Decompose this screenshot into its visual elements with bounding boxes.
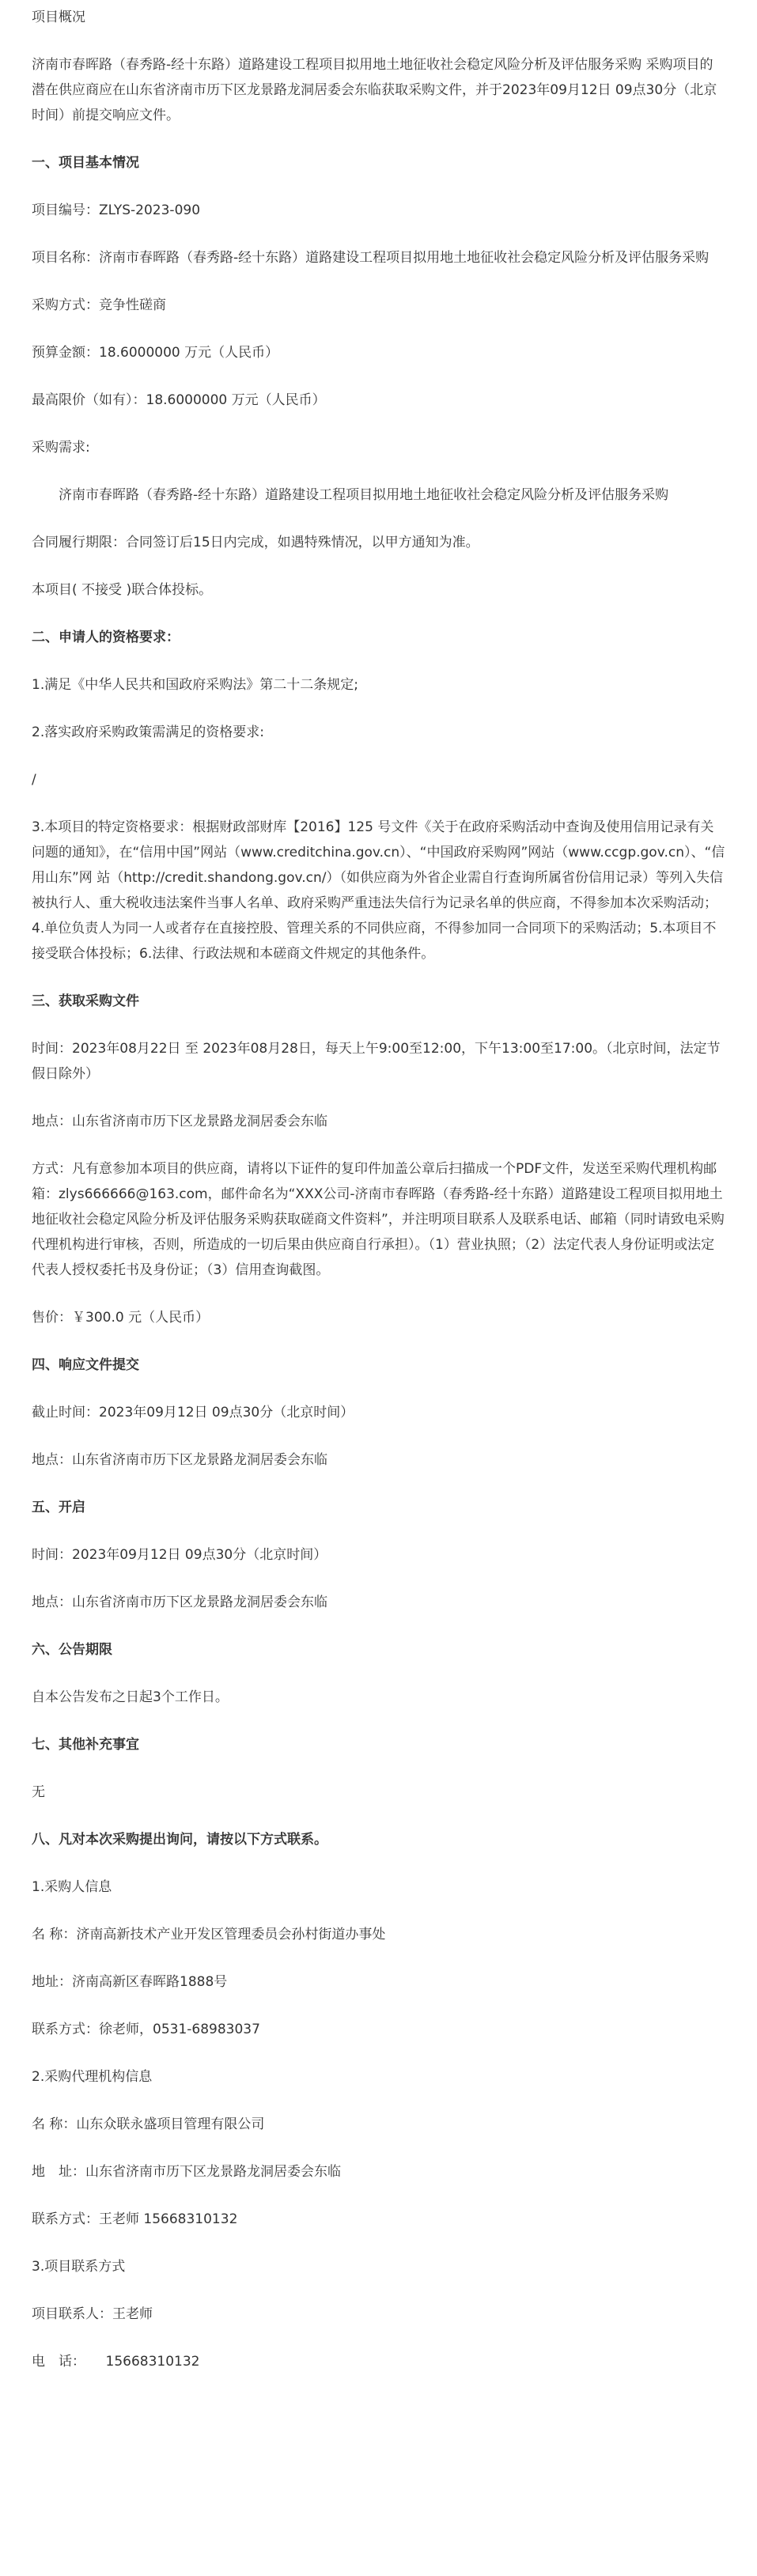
overview-title: 项目概况 [32, 9, 85, 25]
demand-label: 采购需求: [32, 440, 90, 456]
opening-time: 时间：2023年09月12日 09点30分（北京时间） [32, 1547, 327, 1563]
qualification-req-2-value: / [32, 772, 36, 788]
demand-text: 济南市春晖路（春秀路-经十东路）道路建设工程项目拟用地土地征收社会稳定风险分析及评估服务采购 [59, 487, 669, 503]
consortium-note: 本项目( 不接受 )联合体投标。 [32, 582, 213, 598]
buyer-info-label: 1.采购人信息 [32, 1879, 112, 1895]
opening-location: 地点：山东省济南市历下区龙景路龙洞居委会东临 [32, 1594, 327, 1610]
qualification-req-3: 3.本项目的特定资格要求：根据财政部财库【2016】125 号文件《关于在政府采购活动中查询及使用信用记录有关问题的通知》，在“信用中国”网站（www.creditchina.gov.cn）、“中国政府采购网”网站（www.ccgp.gov.cn）、“信用山东”网 站（http://credit.shandong.gov.cn/）（如供应商为外省企业需自行查询所属省份信用记录）等列入失信被执行人、重大税收违法案件当事人名单、政府采购严重违法失信行为记录名单的供应商，不得参加本次采购活动；4.单位负责人为同一人或者存在直接控股、管理关系的不同供应商，不得参加同一合同项下的采购活动；5.本项目不接受联合体投标；6.法律、行政法规和本磋商文件规定的其他条件。 [32, 819, 725, 962]
agent-info-label: 2.采购代理机构信息 [32, 2069, 153, 2085]
section-heading-notice-period: 六、公告期限 [32, 1642, 112, 1658]
notice-period-text: 自本公告发布之日起3个工作日。 [32, 1689, 229, 1705]
buyer-name: 名 称：济南高新技术产业开发区管理委员会孙村街道办事处 [32, 1927, 386, 1942]
obtain-time: 时间：2023年08月22日 至 2023年08月28日，每天上午9:00至12:00，下午13:00至17:00。（北京时间，法定节假日除外） [32, 1041, 721, 1082]
submission-deadline: 截止时间：2023年09月12日 09点30分（北京时间） [32, 1405, 354, 1420]
buyer-contact: 联系方式：徐老师，0531-68983037 [32, 2022, 260, 2037]
obtain-method: 方式：凡有意参加本项目的供应商，请将以下证件的复印件加盖公章后扫描成一个PDF文件，发送至采购代理机构邮箱：zlys666666@163.com，邮件命名为“XXX公司-济南市春晖路（春秀路-经十东路）道路建设工程项目拟用地土地征收社会稳定风险分析及评估服务采购获取磋商文件资料”，并注明项目联系人及联系电话、邮箱（同时请致电采购代理机构进行审核，否则，所造成的一切后果由供应商自行承担）。（1）营业执照；（2）法定代表人身份证明或法定代表人授权委托书及身份证；（3）信用查询截图。 [32, 1161, 725, 1278]
project-number: 项目编号：ZLYS-2023-090 [32, 202, 201, 218]
qualification-req-1: 1.满足《中华人民共和国政府采购法》第二十二条规定; [32, 677, 358, 693]
submission-location: 地点：山东省济南市历下区龙景路龙洞居委会东临 [32, 1452, 327, 1468]
section-heading-submission: 四、响应文件提交 [32, 1357, 139, 1373]
project-phone: 电 话： 15668310132 [32, 2354, 200, 2370]
project-contact-person: 项目联系人：王老师 [32, 2306, 153, 2322]
agent-contact: 联系方式：王老师 15668310132 [32, 2211, 238, 2227]
obtain-location: 地点：山东省济南市历下区龙景路龙洞居委会东临 [32, 1114, 327, 1129]
section-heading-basic-info: 一、项目基本情况 [32, 155, 139, 171]
project-name: 项目名称：济南市春晖路（春秀路-经十东路）道路建设工程项目拟用地土地征收社会稳定风险分析及评估服务采购 [32, 250, 710, 266]
qualification-req-2: 2.落实政府采购政策需满足的资格要求: [32, 724, 264, 740]
section-heading-obtain-documents: 三、获取采购文件 [32, 993, 139, 1009]
contract-period: 合同履行期限：合同签订后15日内完成，如遇特殊情况，以甲方通知为准。 [32, 535, 479, 550]
document-price: 售价：￥300.0 元（人民币） [32, 1310, 210, 1326]
section-heading-contact: 八、凡对本次采购提出询问，请按以下方式联系。 [32, 1832, 327, 1848]
section-heading-opening: 五、开启 [32, 1500, 85, 1515]
budget-amount: 预算金额：18.6000000 万元（人民币） [32, 345, 279, 361]
procurement-method: 采购方式：竞争性磋商 [32, 297, 166, 313]
project-contact-label: 3.项目联系方式 [32, 2259, 126, 2275]
other-matters-text: 无 [32, 1784, 45, 1800]
agent-address: 地 址：山东省济南市历下区龙景路龙洞居委会东临 [32, 2164, 341, 2180]
max-price: 最高限价（如有）：18.6000000 万元（人民币） [32, 392, 326, 408]
section-heading-qualification: 二、申请人的资格要求： [32, 630, 180, 645]
overview-text: 济南市春晖路（春秀路-经十东路）道路建设工程项目拟用地土地征收社会稳定风险分析及评估服务采购 采购项目的潜在供应商应在山东省济南市历下区龙景路龙洞居委会东临获取采购文件，并于2023年09月12日 09点30分（北京时间）前提交响应文件。 [32, 57, 717, 123]
agent-name: 名 称：山东众联永盛项目管理有限公司 [32, 2116, 265, 2132]
section-heading-other-matters: 七、其他补充事宜 [32, 1737, 139, 1753]
buyer-address: 地址：济南高新区春晖路1888号 [32, 1974, 228, 1990]
